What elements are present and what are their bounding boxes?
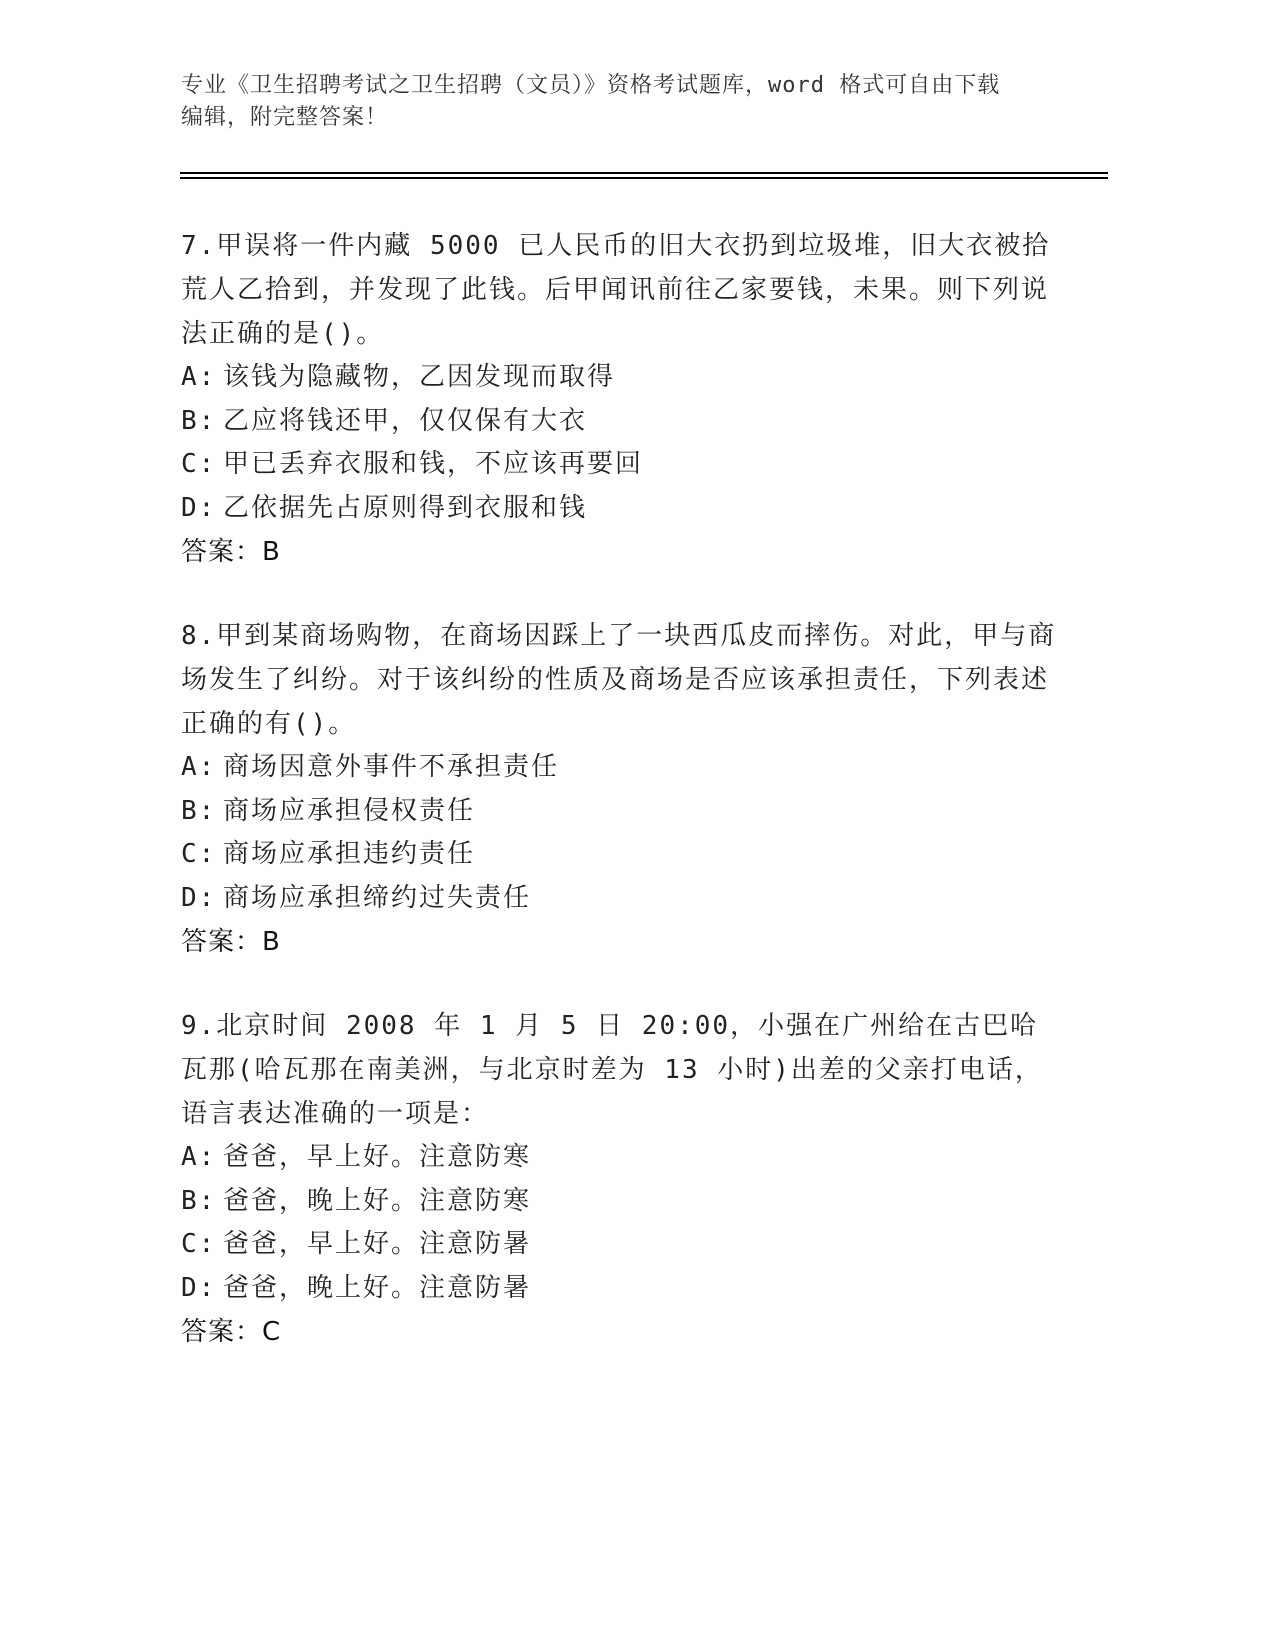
option-text: 爸爸，晚上好。注意防寒 — [223, 1185, 532, 1216]
option-c — [181, 443, 1061, 487]
option-c — [181, 833, 1061, 877]
option-text: 该钱为隐藏物，乙因发现而取得 — [223, 362, 616, 392]
option-text: 商场因意外事件不承担责任 — [223, 752, 560, 782]
question-text: 9.北京时间 2008 年 1 月 5 日 20:00，小强在广州给在古巴哈瓦那(哈瓦那在南美洲，与北京时差为 13 小时)出差的父亲打电话，语言表达准确的一项是： — [181, 1011, 1043, 1129]
option-text: 爸爸，早上好。注意防寒 — [223, 1142, 532, 1172]
option-text: 商场应承担违约责任 — [223, 839, 476, 869]
option-b — [181, 400, 1061, 444]
option-list — [181, 1136, 1061, 1310]
option-key: D: — [181, 1272, 217, 1303]
header-line-1: 专业《卫生招聘考试之卫生招聘（文员）》资格考试题库，word 格式可自由下载 — [181, 73, 1001, 98]
option-key: B: — [181, 795, 217, 826]
option-list — [181, 356, 1061, 530]
option-key: A: — [181, 362, 217, 392]
option-text: 爸爸，晚上好。注意防暑 — [223, 1272, 532, 1303]
option-d — [181, 487, 1061, 531]
option-a — [181, 746, 1061, 790]
option-key: A: — [181, 752, 217, 782]
option-key: C: — [181, 1229, 217, 1259]
option-text: 甲已丢弃衣服和钱，不应该再要回 — [223, 449, 644, 479]
header-double-rule — [180, 172, 1108, 179]
option-b — [181, 1180, 1061, 1224]
question-7 — [181, 224, 1061, 574]
option-list — [181, 746, 1061, 920]
answer-text: 答案：C — [181, 1317, 282, 1347]
option-key: D: — [181, 882, 217, 913]
option-text: 商场应承担侵权责任 — [223, 795, 476, 826]
option-d — [181, 1267, 1061, 1311]
question-8 — [181, 614, 1061, 964]
question-text: 8.甲到某商场购物，在商场因踩上了一块西瓜皮而摔伤。对此，甲与商场发生了纠纷。对于该纠纷的性质及商场是否应该承担责任，下列表述正确的有()。 — [181, 621, 1057, 739]
question-list — [181, 224, 1061, 1394]
option-c — [181, 1223, 1061, 1267]
option-text: 爸爸，早上好。注意防暑 — [223, 1229, 532, 1259]
option-key: C: — [181, 449, 217, 479]
option-key: B: — [181, 1185, 217, 1216]
question-9 — [181, 1004, 1061, 1354]
document-header — [181, 70, 1061, 134]
answer-text: 答案：B — [181, 927, 281, 957]
option-b — [181, 790, 1061, 834]
option-a — [181, 356, 1061, 400]
option-d — [181, 877, 1061, 921]
answer-text: 答案：B — [181, 537, 281, 567]
option-text: 乙应将钱还甲，仅仅保有大衣 — [223, 405, 588, 436]
option-key: A: — [181, 1142, 217, 1172]
header-line-2: 编辑，附完整答案！ — [181, 105, 389, 130]
question-text: 7.甲误将一件内藏 5000 已人民币的旧大衣扔到垃圾堆，旧大衣被拾荒人乙拾到，并发现了此钱。后甲闻讯前往乙家要钱，未果。则下列说法正确的是()。 — [181, 231, 1051, 349]
option-key: C: — [181, 839, 217, 869]
option-a — [181, 1136, 1061, 1180]
option-key: D: — [181, 492, 217, 523]
option-text: 乙依据先占原则得到衣服和钱 — [223, 492, 588, 523]
option-key: B: — [181, 405, 217, 436]
option-text: 商场应承担缔约过失责任 — [223, 882, 532, 913]
